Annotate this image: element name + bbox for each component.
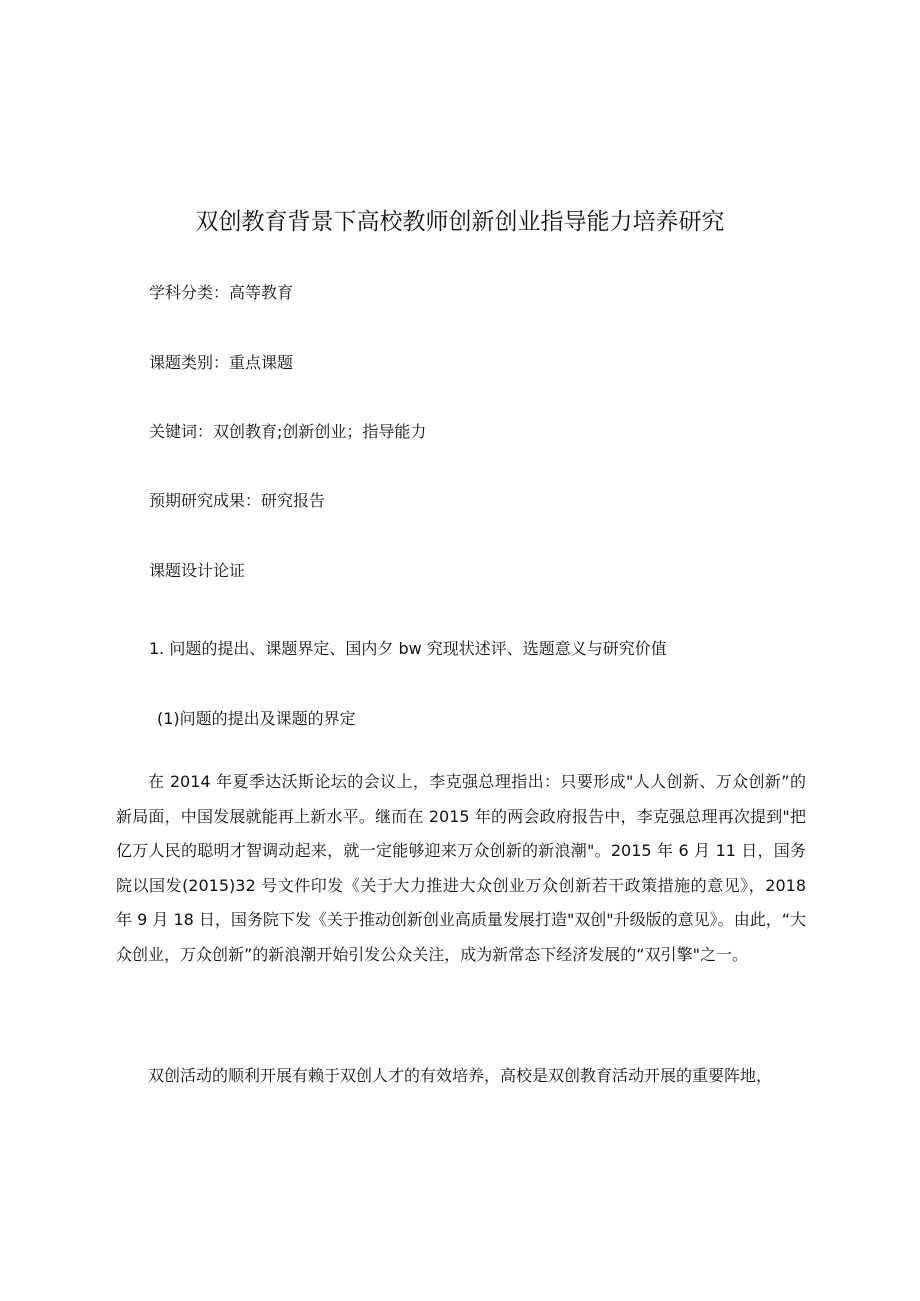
subsection-heading: (1)问题的提出及课题的界定 bbox=[157, 709, 356, 728]
body-paragraph: 在 2014 年夏季达沃斯论坛的会议上，李克强总理指出：只要形成"人人创新、万众创新”的新局面，中国发展就能再上新水平。继而在 2015 年的两会政府报告中，李克强总理再次提到"把亿万人民的聪明才智调动起来，就一定能够迎来万众创新的新浪潮"。2015 年 6 月 11 日，国务院以国发(2015)32 号文件印发《关于大力推进大众创业万众创新若干政策措施的意见》，2018 年 9 月 18 日，国务院下发《关于推动创新创业高质量发展打造"双创"升级版的意见》。由此，“大众创业，万众创新”的新浪潮开始引发公众关注，成为新常态下经济发展的“双引擎"之一。 bbox=[116, 772, 806, 964]
subject-classification: 学科分类：高等教育 bbox=[149, 283, 294, 302]
design-argument-heading: 课题设计论证 bbox=[149, 561, 246, 580]
keywords: 关键词：双创教育;创新创业；指导能力 bbox=[149, 422, 427, 441]
document-title: 双创教育背景下高校教师创新创业指导能力培养研究 bbox=[195, 209, 725, 235]
section-heading: 1. 问题的提出、课题界定、国内夕 bw 究现状述评、选题意义与研究价值 bbox=[149, 639, 667, 658]
body-paragraph: 双创活动的顺利开展有赖于双创人才的有效培养，高校是双创教育活动开展的重要阵地， bbox=[148, 1066, 773, 1085]
topic-category: 课题类别：重点课题 bbox=[149, 353, 294, 372]
expected-outcome: 预期研究成果：研究报告 bbox=[149, 491, 326, 510]
